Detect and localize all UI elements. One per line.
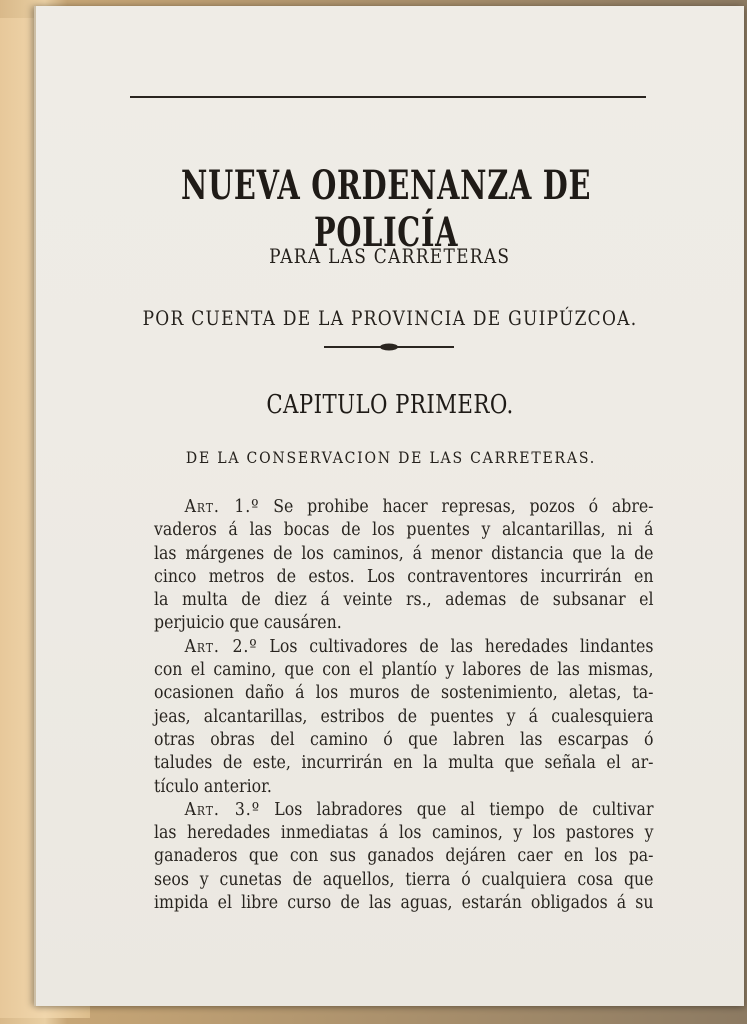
ornament-divider — [322, 342, 456, 352]
text-line: Art. 2.º Los cultivadores de las heredades lindantes — [184, 636, 654, 657]
text-line: jeas, alcantarillas, estribos de puentes y á cualesquiera — [154, 706, 654, 727]
text-line: otras obras del camino ó que labren las escarpas ó — [154, 729, 654, 750]
book-page — [34, 6, 744, 1006]
page-title: NUEVA ORDENANZA DE POLICÍA — [181, 162, 592, 256]
article-label: Art. 1.º — [184, 497, 260, 517]
text-line: ganaderos que con sus ganados dejáren caer en los pa- — [154, 846, 654, 867]
text-line: cinco metros de estos. Los contraventores incurrirán en — [154, 566, 654, 587]
body-text — [154, 496, 654, 915]
subtitle-line-2: POR CUENTA DE LA PROVINCIA DE GUIPÚZCOA. — [142, 306, 638, 330]
text-line: Art. 1.º Se prohibe hacer represas, pozos ó abre- — [184, 497, 654, 517]
text-line: la multa de diez á veinte rs., ademas de subsanar el — [154, 590, 654, 611]
text-line: perjuicio que causáren. — [154, 613, 342, 634]
text-line: taludes de este, incurrirán en la multa que señala el ar- — [154, 753, 654, 774]
text-line: con el camino, que con el plantío y labores de las mismas, — [154, 660, 654, 681]
chapter-heading: CAPITULO PRIMERO. — [266, 390, 514, 420]
text-line: las márgenes de los caminos, á menor distancia que la de — [154, 543, 654, 564]
text-line: las heredades inmediatas á los caminos, y los pastores y — [154, 823, 654, 844]
text-line: seos y cunetas de aquellos, tierra ó cualquiera cosa que — [154, 869, 654, 890]
article-label: Art. 3.º — [184, 799, 261, 820]
top-rule — [130, 96, 646, 98]
text-line: ocasionen daño á los muros de sostenimiento, aletas, ta- — [154, 683, 654, 704]
text-line: vaderos á las bocas de los puentes y alcantarillas, ni á — [154, 520, 654, 541]
text-line: impida el libre curso de las aguas, estarán obligados á su — [154, 893, 654, 914]
subtitle-line-1: PARA LAS CARRETERAS — [269, 244, 511, 268]
section-heading: DE LA CONSERVACION DE LAS CARRETERAS. — [185, 448, 596, 467]
text-line: Art. 3.º Los labradores que al tiempo de cultivar — [184, 799, 654, 820]
article-label: Art. 2.º — [184, 636, 258, 657]
text-line: tículo anterior. — [154, 776, 272, 797]
